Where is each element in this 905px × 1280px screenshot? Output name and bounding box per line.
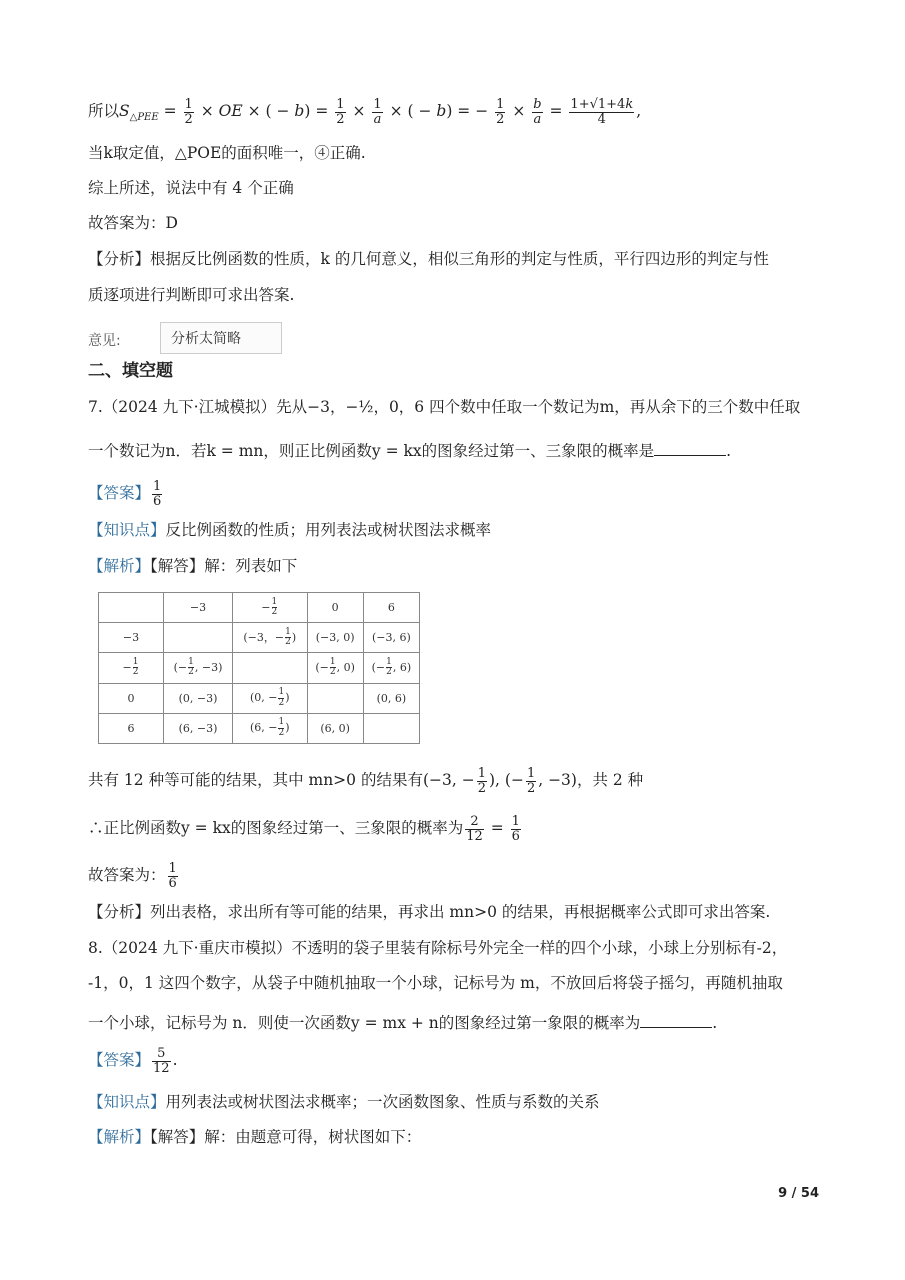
area-formula-line: 所以$S_{\triangle PEE}$ = $\frac{1}{2}$ × OE × ( − b) = $\frac{1}{2}$ × $\frac{1}{a}$ × ( − b) = − $\frac{1}{2}$ × $\frac{b}{a}$ = $\frac{1+√1+4k}{4}$ , xyxy=(88,97,642,127)
feedback-input[interactable]: 分析太简略 xyxy=(160,322,282,354)
q7-analysis: 【解析】【解答】解：列表如下 xyxy=(88,557,298,575)
answer-blank xyxy=(640,1013,712,1028)
q7-stem-line-2: 一个数记为n．若k = mn，则正比例函数y = kx的图象经过第一、三象限的概率是 . xyxy=(88,442,732,460)
q7-probability: ∴正比例函数y = kx的图象经过第一、三象限的概率为 $\frac{2}{12}$ = $\frac{1}{6}$ xyxy=(88,814,520,844)
answer-line: 故答案为：D xyxy=(88,214,178,232)
q8-analysis: 【解析】【解答】解：由题意可得，树状图如下： xyxy=(88,1128,422,1146)
q7-final-answer: 故答案为： $\frac{1}{6}$ xyxy=(88,861,177,891)
analysis-line-1: 【分析】根据反比例函数的性质，k 的几何意义，相似三角形的判定与性质，平行四边形的判定与性 xyxy=(88,250,769,268)
formula-prefix: 所以 xyxy=(88,102,120,121)
q7-result: 共有 12 种等可能的结果，其中 mn>0 的结果有(−3, − $\frac{1}{2}$ ), (− $\frac{1}{2}$ , −3)，共 2 种 xyxy=(88,766,644,796)
q8-knowledge: 【知识点】用列表法或树状图法求概率；一次函数图象、性质与系数的关系 xyxy=(88,1093,600,1111)
q8-stem-line-2: -1，0，1 这四个数字，从袋子中随机抽取一个小球，记标号为 m，不放回后将袋子摇匀，再随机抽取 xyxy=(88,974,783,992)
probability-table: −3 − $\frac{1}{2}$ 0 6 −3 (−3，− $\frac{1}{2}$ ) (−3, 0) (−3, 6) − $\frac{1}{2}$ (− $\frac{1}{2}$ , −3) (− $\frac{1}{2}$ , 0) (− $\frac{1}{2}$ , 6) 0 (0, −3) (0, − $\frac{1}{2}$ ) (0, 6) 6 (6, −3) (6, − $\frac{1}{2}$ ) (6, 0) xyxy=(98,592,420,744)
q8-stem-line-1: 8.（2024 九下·重庆市模拟）不透明的袋子里装有除标号外完全一样的四个小球，小球上分别标有-2， xyxy=(88,939,788,957)
answer-label: 【答案】 xyxy=(88,484,151,503)
q7-fenxi: 【分析】列出表格，求出所有等可能的结果，再求出 mn>0 的结果，再根据概率公式即可求出答案. xyxy=(88,903,771,921)
section-title: 二、填空题 xyxy=(88,361,173,381)
q8-answer: 【答案】 $\frac{5}{12}$ . xyxy=(88,1046,178,1076)
summary-line: 综上所述，说法中有 4 个正确 xyxy=(88,179,294,197)
feedback-label: 意见: xyxy=(88,333,121,349)
q7-stem-line-1: 7.（2024 九下·江城模拟）先从−3，−½，0，6 四个数中任取一个数记为m，再从余下的三个数中任取 xyxy=(88,398,801,416)
q7-knowledge: 【知识点】反比例函数的性质；用列表法或树状图法求概率 xyxy=(88,521,492,539)
conclusion-line: 当k取定值，△POE的面积唯一，④正确. xyxy=(88,144,366,162)
q8-stem-line-3: 一个小球，记标号为 n．则使一次函数y = mx + n的图象经过第一象限的概率为 . xyxy=(88,1014,718,1032)
q7-answer: 【答案】 $\frac{1}{6}$ xyxy=(88,479,162,509)
analysis-line-2: 质逐项进行判断即可求出答案. xyxy=(88,286,295,304)
page-number: 9 / 54 xyxy=(778,1186,819,1201)
feedback-widget xyxy=(88,320,288,358)
answer-blank xyxy=(654,441,726,456)
